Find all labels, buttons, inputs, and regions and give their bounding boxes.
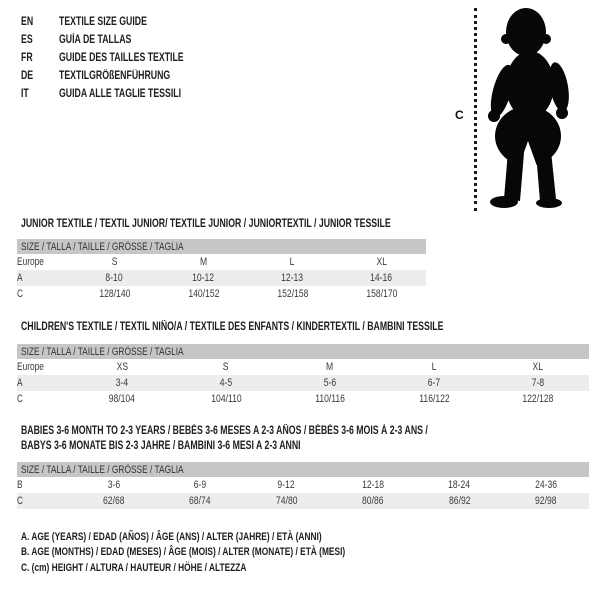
language-title: TEXTILE SIZE GUIDE [59, 16, 147, 28]
size-cell [330, 477, 416, 493]
row-label: Europe [17, 361, 44, 373]
cell-text: 98/104 [108, 393, 136, 405]
size-header-label: SIZE / TALLA / TAILLE / GRÖSSE / TAGLIA [21, 240, 184, 253]
size-cell [157, 477, 243, 493]
section-title-babies [21, 424, 556, 454]
size-cell [278, 359, 382, 375]
row-label-cell [17, 477, 70, 493]
cell-text: M [326, 361, 334, 373]
cell-text: 152/158 [276, 288, 309, 300]
size-header-row [17, 462, 589, 477]
language-code: IT [21, 88, 29, 100]
row-label: A [17, 272, 23, 284]
cell-text: 12-13 [281, 272, 304, 284]
size-cell [416, 493, 503, 509]
cell-text: 10-12 [192, 272, 215, 284]
table-row-height [17, 391, 589, 407]
cell-text: 104/110 [210, 393, 242, 405]
size-cell [337, 254, 426, 270]
language-title: GUIDE DES TAILLES TEXTILE [59, 52, 184, 64]
row-label: C [17, 393, 24, 405]
row-label: A [17, 377, 23, 389]
language-title: GUIDA ALLE TAGLIE TESSILI [59, 88, 182, 100]
size-header-cell [17, 462, 589, 477]
size-cell [157, 493, 243, 509]
table-row-months [17, 477, 589, 493]
size-cell [382, 391, 486, 407]
cell-text: 122/128 [521, 393, 554, 405]
cell-text: 7-8 [531, 377, 544, 389]
section-title-junior [21, 217, 507, 232]
cell-text: XS [116, 361, 128, 373]
size-cell [503, 477, 589, 493]
size-cell [70, 270, 159, 286]
size-cell [330, 493, 416, 509]
language-code: EN [21, 16, 34, 28]
size-cell [159, 270, 248, 286]
size-cell [70, 493, 157, 509]
legend-note-b [21, 545, 448, 560]
size-cell [174, 375, 278, 391]
section-title-text: BABIES 3-6 MONTH TO 2-3 YEARS / BEBÉS 3-6 MESES A 2-3 AÑOS / BÉBÉS 3-6 MOIS À 2-3 ANS / [21, 425, 428, 437]
row-label-cell [17, 286, 70, 302]
row-label-cell [17, 375, 70, 391]
size-cell [174, 359, 278, 375]
cell-text: 80/86 [362, 495, 384, 507]
language-row [21, 13, 223, 31]
cell-text: 140/152 [187, 288, 220, 300]
cell-text: L [431, 361, 437, 373]
row-label-cell [17, 270, 70, 286]
size-cell [70, 477, 157, 493]
cell-text: 158/170 [365, 288, 398, 300]
size-table-children [17, 344, 589, 407]
cell-text: XL [532, 361, 543, 373]
section-title-text: CHILDREN'S TEXTILE / TEXTIL NIÑO/A / TEXTILE DES ENFANTS / KINDERTEXTIL / BAMBINI TESSILE [21, 321, 444, 333]
cell-text: 9-12 [277, 479, 296, 491]
row-label: Europe [17, 256, 44, 268]
row-label-cell [17, 359, 70, 375]
cell-text: 4-5 [219, 377, 233, 389]
cell-text: 18-24 [448, 479, 471, 491]
size-cell [503, 493, 589, 509]
size-header-cell [17, 239, 426, 254]
language-row [21, 49, 223, 67]
cell-text: M [199, 256, 208, 268]
legend-notes [21, 530, 448, 576]
cell-text: 86/92 [448, 495, 471, 507]
cell-text: 116/122 [418, 393, 450, 405]
section-title-text: JUNIOR TEXTILE / TEXTIL JUNIOR/ TEXTILE JUNIOR / JUNIORTEXTIL / JUNIOR TESSILE [21, 218, 391, 230]
row-label: B [17, 479, 23, 491]
cell-text: 92/98 [535, 495, 557, 507]
language-row [21, 85, 223, 103]
cell-text: 12-18 [362, 479, 384, 491]
cell-text: 68/74 [189, 495, 211, 507]
section-title-text-line2: BABYS 3-6 MONATE BIS 2-3 JAHRE / BAMBINI 3-6 MESI A 2-3 ANNI [21, 440, 301, 452]
row-label-cell [17, 254, 70, 270]
language-title: GUÍA DE TALLAS [59, 34, 132, 46]
size-cell [159, 254, 248, 270]
size-cell [159, 286, 248, 302]
size-cell [278, 375, 382, 391]
cell-text: 74/80 [275, 495, 298, 507]
note-text: C. (cm) HEIGHT / ALTURA / HAUTEUR / HÖHE / ALTEZZA [21, 561, 247, 574]
cell-text: 110/116 [315, 393, 345, 405]
cell-text: 8-10 [105, 272, 124, 284]
language-code: FR [21, 52, 33, 64]
size-cell [337, 270, 426, 286]
height-reference-dotted-line [474, 8, 477, 211]
section-title-children [21, 320, 577, 335]
height-figure [455, 5, 600, 215]
language-title: TEXTILGRÖßENFÜHRUNG [59, 70, 171, 82]
size-header-label: SIZE / TALLA / TAILLE / GRÖSSE / TAGLIA [21, 463, 184, 476]
legend-note-c [21, 561, 448, 576]
size-cell [243, 493, 330, 509]
size-cell [382, 375, 486, 391]
row-label: C [17, 495, 24, 507]
size-cell [248, 270, 337, 286]
size-header-label: SIZE / TALLA / TAILLE / GRÖSSE / TAGLIA [21, 345, 184, 358]
row-label-cell [17, 493, 70, 509]
table-row-height [17, 493, 589, 509]
size-cell [486, 391, 589, 407]
cell-text: XL [376, 256, 387, 268]
legend-note-a [21, 530, 448, 545]
baby-silhouette-image [478, 5, 598, 215]
table-row-europe [17, 254, 426, 270]
size-cell [70, 391, 174, 407]
cell-text: 24-36 [535, 479, 557, 491]
cell-text: L [290, 256, 295, 268]
language-row [21, 67, 223, 85]
cell-text: S [223, 361, 229, 373]
cell-text: 62/68 [102, 495, 125, 507]
row-label: C [17, 288, 24, 300]
cell-text: 5-6 [323, 377, 337, 389]
size-cell [416, 477, 503, 493]
size-cell [243, 477, 330, 493]
size-cell [70, 286, 159, 302]
note-text: B. AGE (MONTHS) / EDAD (MESES) / ÂGE (MOIS) / ALTER (MONATE) / ETÀ (MESI) [21, 546, 346, 559]
cell-text: 128/140 [98, 288, 131, 300]
cell-text: 6-7 [427, 377, 441, 389]
size-cell [248, 254, 337, 270]
cell-text: 3-4 [115, 377, 129, 389]
size-table-babies [17, 462, 589, 509]
row-label-cell [17, 391, 70, 407]
cell-text: S [111, 256, 118, 268]
table-row-height [17, 286, 426, 302]
size-cell [70, 254, 159, 270]
size-cell [486, 375, 589, 391]
size-header-row [17, 239, 426, 254]
size-header-row [17, 344, 589, 359]
cell-text: 3-6 [107, 479, 120, 491]
language-title-list [21, 13, 223, 103]
table-row-europe [17, 359, 589, 375]
size-table-junior [17, 239, 426, 302]
size-cell [70, 375, 174, 391]
language-code: ES [21, 34, 33, 46]
language-code: DE [21, 70, 34, 82]
height-measure-label: C [455, 108, 464, 122]
table-row-age [17, 270, 426, 286]
size-cell [70, 359, 174, 375]
size-cell [382, 359, 486, 375]
size-cell [248, 286, 337, 302]
size-cell [486, 359, 589, 375]
size-cell [174, 391, 278, 407]
table-row-age [17, 375, 589, 391]
cell-text: 6-9 [193, 479, 207, 491]
size-cell [278, 391, 382, 407]
cell-text: 14-16 [370, 272, 393, 284]
language-row [21, 31, 223, 49]
size-header-cell [17, 344, 589, 359]
note-text: A. AGE (YEARS) / EDAD (AÑOS) / ÂGE (ANS) / ALTER (JAHRE) / ETÀ (ANNI) [21, 531, 322, 543]
size-cell [337, 286, 426, 302]
